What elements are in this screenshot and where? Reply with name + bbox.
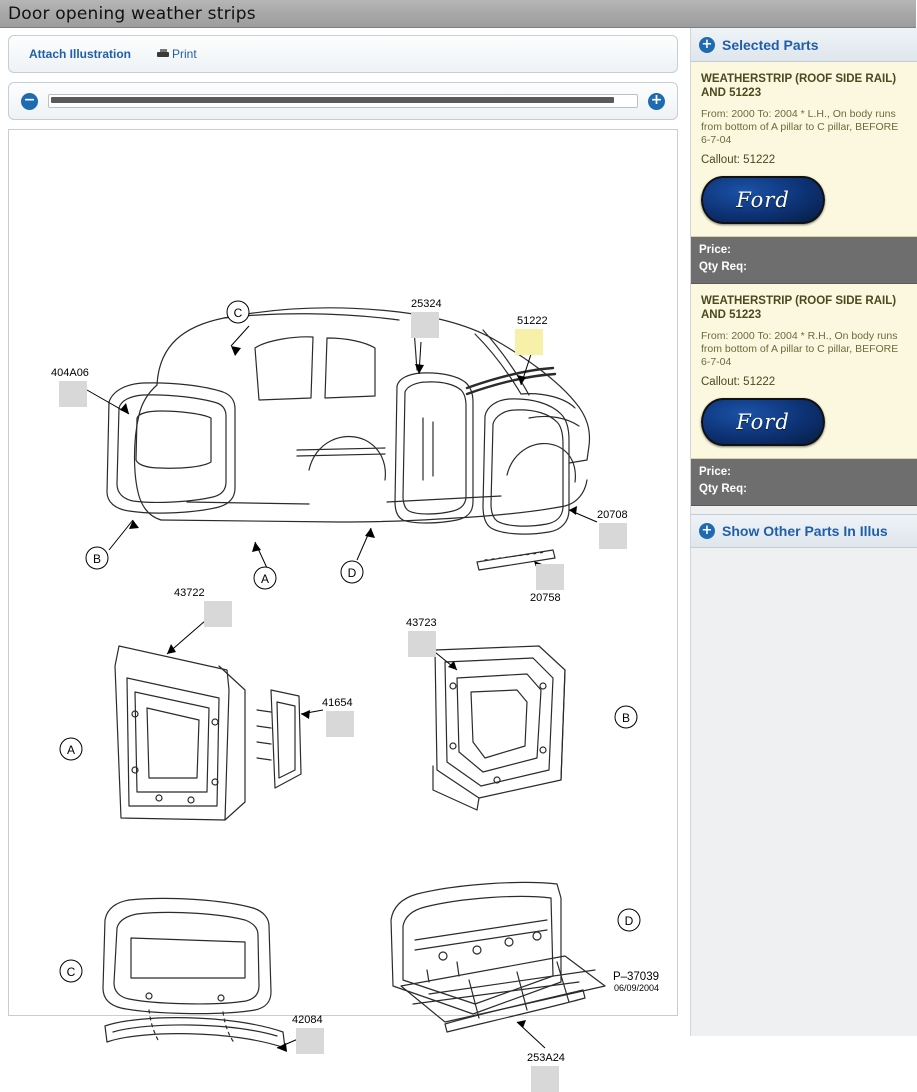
diagram-identifier [613, 971, 659, 993]
qty-label: Qty Req: [699, 261, 747, 273]
page-title: Door opening weather strips [8, 3, 256, 24]
show-other-parts-label: Show Other Parts In Illus [722, 523, 888, 539]
qty-label: Qty Req: [699, 483, 747, 495]
callout-label-51222: 51222 [517, 315, 548, 327]
page-body [0, 28, 916, 1064]
brand-name: Ford [736, 188, 790, 212]
svg-text:C: C [233, 306, 243, 320]
callout-chip[interactable] [599, 523, 627, 549]
part-description: From: 2000 To: 2004 * R.H., On body runs from bottom of A pillar to C pillar, BEFORE 6-7-04 [701, 330, 899, 368]
callout-label-42084: 42084 [292, 1014, 323, 1026]
part-callout: Callout: 51222 [701, 154, 776, 166]
printer-icon [157, 49, 169, 59]
diagram-number: P–37039 [612, 971, 659, 983]
price-label: Price: [699, 244, 731, 256]
part-title: WEATHERSTRIP (ROOF SIDE RAIL) AND 51223 [701, 73, 897, 99]
zoom-out-button[interactable]: − [21, 93, 38, 110]
callout-label-253A24: 253A24 [527, 1052, 565, 1064]
callout-chip[interactable] [531, 1066, 559, 1092]
part-price-block [691, 459, 917, 506]
illustration-pane [8, 35, 678, 1064]
show-other-parts-button[interactable] [691, 514, 917, 548]
zoom-in-button[interactable]: + [648, 93, 665, 110]
callout-label-43722: 43722 [174, 587, 205, 599]
parts-illustration[interactable] [8, 129, 678, 1064]
callout-label-20708: 20708 [597, 509, 628, 521]
print-label: Print [172, 47, 197, 61]
selected-parts-pane [690, 28, 917, 1036]
callout-label-43723: 43723 [406, 617, 437, 629]
svg-text:B: B [621, 711, 631, 725]
zoom-slider[interactable] [48, 94, 638, 108]
zoom-slider-fill [51, 97, 614, 103]
callout-chip[interactable] [408, 631, 436, 657]
callout-chip[interactable] [296, 1028, 324, 1054]
svg-text:B: B [92, 552, 102, 566]
part-description: From: 2000 To: 2004 * L.H., On body runs from bottom of A pillar to C pillar, BEFORE 6-7-04 [701, 108, 899, 146]
ford-logo-icon [701, 176, 825, 224]
print-button[interactable] [157, 47, 197, 61]
plus-circle-icon: + [699, 523, 715, 539]
part-card[interactable] [691, 284, 917, 459]
part-title: WEATHERSTRIP (ROOF SIDE RAIL) AND 51223 [701, 295, 897, 321]
plus-circle-icon: + [699, 37, 715, 53]
price-label: Price: [699, 466, 731, 478]
callout-chip[interactable] [411, 312, 439, 338]
selected-parts-title: Selected Parts [722, 36, 819, 53]
part-callout: Callout: 51222 [701, 376, 776, 388]
zoom-control-bar [8, 82, 678, 120]
illustration-drawing [9, 130, 677, 1013]
callout-label-404A06: 404A06 [51, 367, 89, 379]
window-titlebar [0, 0, 916, 28]
callout-label-25324: 25324 [411, 298, 442, 310]
attach-illustration-link[interactable]: Attach Illustration [29, 47, 132, 61]
callout-chip[interactable] [326, 711, 354, 737]
part-price-block [691, 237, 917, 284]
ford-logo-icon [701, 398, 825, 446]
illustration-toolbar [8, 35, 678, 73]
callout-label-41654: 41654 [322, 697, 353, 709]
selected-parts-header[interactable] [691, 28, 917, 62]
svg-text:A: A [66, 743, 76, 757]
svg-text:D: D [624, 914, 634, 928]
callout-chip[interactable] [536, 564, 564, 590]
part-card[interactable] [691, 62, 917, 237]
svg-text:D: D [347, 566, 357, 580]
callout-chip[interactable] [59, 381, 87, 407]
callout-label-20758: 20758 [530, 592, 561, 604]
callout-chip[interactable] [204, 601, 232, 627]
callout-chip-highlighted[interactable] [515, 329, 543, 355]
brand-name: Ford [736, 410, 790, 434]
diagram-date: 06/09/2004 [613, 983, 659, 993]
svg-text:C: C [66, 965, 76, 979]
svg-text:A: A [260, 572, 270, 586]
